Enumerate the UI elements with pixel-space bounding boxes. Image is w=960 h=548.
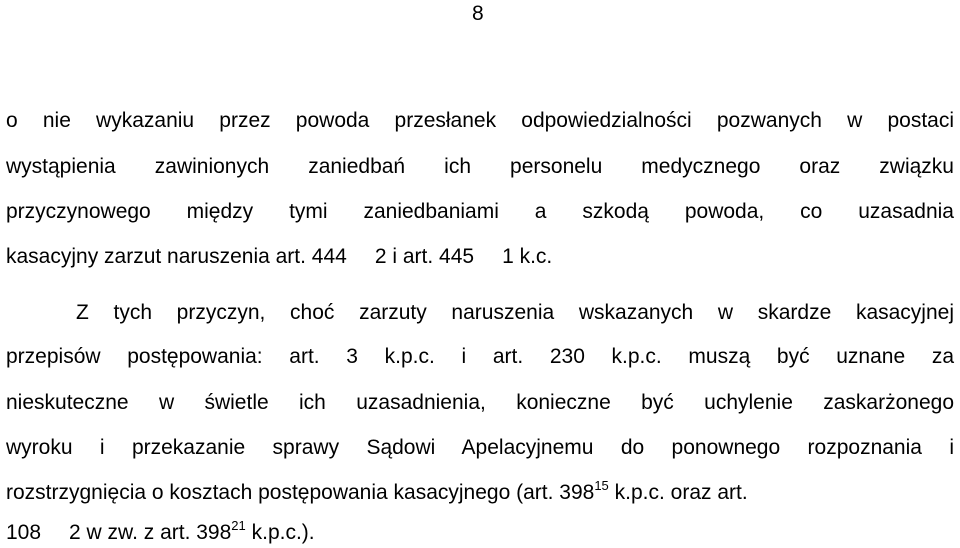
- text-segment: 2 i art. 445: [374, 245, 475, 268]
- text-line-3: przyczynowego między tymi zaniedbaniami a szkodą powoda, co uzasadnia: [6, 200, 954, 223]
- text-segment: k.p.c.).: [251, 521, 315, 544]
- text-segment: kasacyjny zarzut naruszenia art. 444: [6, 245, 347, 268]
- text-line-6: przepisów postępowania: art. 3 k.p.c. i art. 230 k.p.c. muszą być uznane za: [6, 345, 954, 368]
- text-line-5: Z tych przyczyn, choć zarzuty naruszenia wskazanych w skardze kasacyjnej: [76, 301, 954, 324]
- text-segment: 1 k.c.: [502, 245, 553, 268]
- text-line-10: [6, 520, 954, 546]
- superscript: 21: [231, 518, 246, 533]
- text-line-8: wyroku i przekazanie sprawy Sądowi Apelacyjnemu do ponownego rozpoznania i: [6, 436, 954, 459]
- text-line-9: [6, 480, 954, 506]
- text-segment: 108: [6, 521, 42, 544]
- page-number: 8: [472, 2, 484, 25]
- text-line-4: [6, 244, 954, 270]
- superscript: 15: [594, 478, 609, 493]
- text-line-1: o nie wykazaniu przez powoda przesłanek odpowiedzialności pozwanych w postaci: [6, 109, 954, 132]
- text-segment: k.p.c. oraz art.: [614, 481, 748, 504]
- text-line-7: nieskuteczne w świetle ich uzasadnienia, konieczne być uchylenie zaskarżonego: [6, 391, 954, 414]
- text-segment: 2 w zw. z art. 398: [69, 521, 232, 544]
- text-segment: rozstrzygnięcia o kosztach postępowania kasacyjnego (art. 398: [6, 481, 595, 504]
- text-line-2: wystąpienia zawinionych zaniedbań ich personelu medycznego oraz związku: [6, 155, 954, 178]
